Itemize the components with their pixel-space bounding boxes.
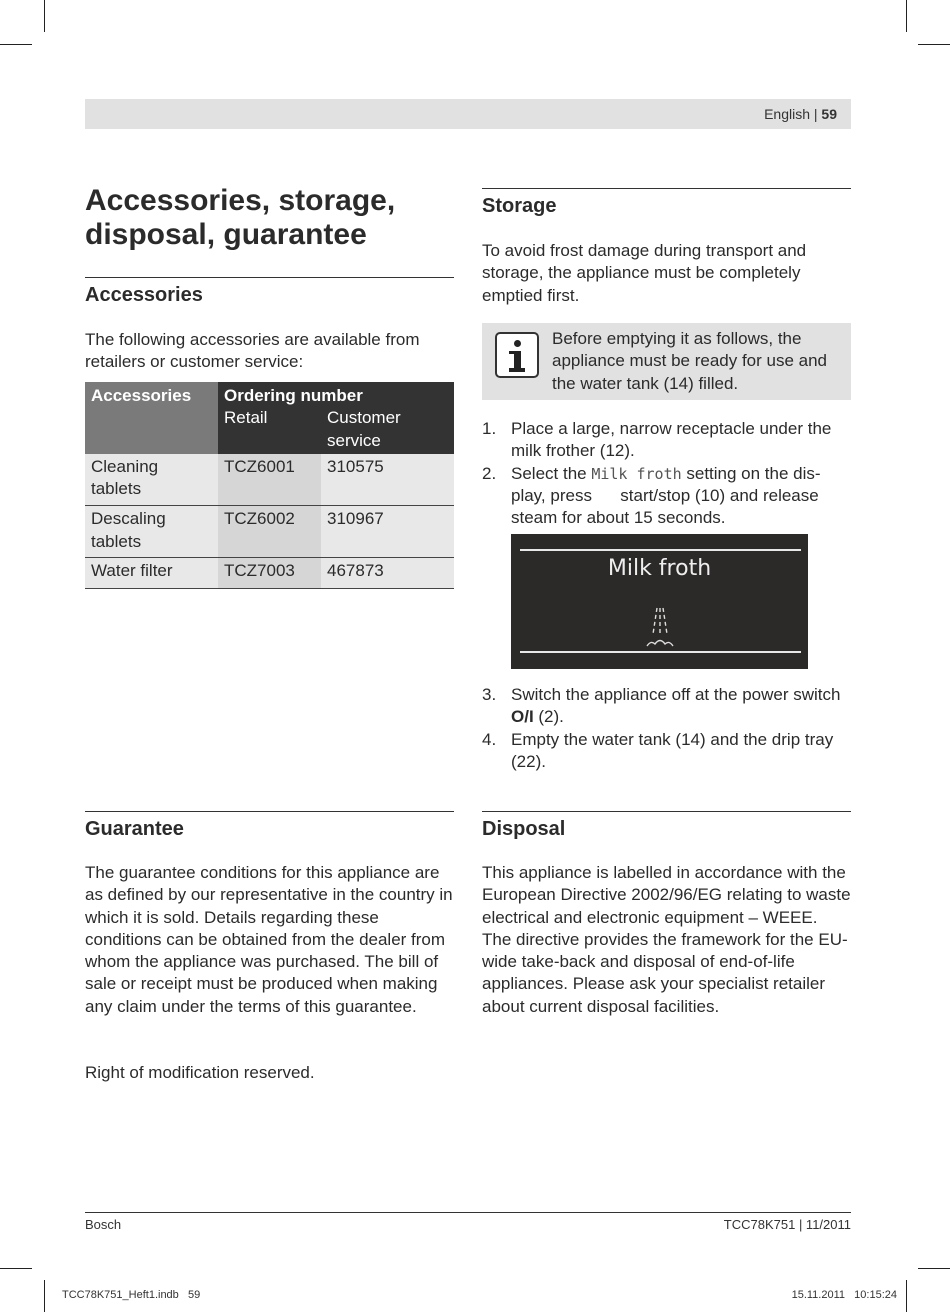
- appliance-display: [511, 534, 808, 669]
- header-separator: |: [813, 106, 818, 122]
- step-number: 2.: [482, 463, 497, 483]
- cell-name: Descaling tablets: [85, 506, 218, 558]
- footer-rule: [85, 1212, 851, 1213]
- list-item: [482, 463, 851, 530]
- crop-mark: [44, 0, 45, 32]
- step-number: 4.: [482, 729, 497, 749]
- step-text: Switch the appliance off at the power switch: [511, 685, 841, 704]
- accessories-heading: Accessories: [85, 284, 203, 306]
- cell-retail: TCZ6002: [218, 506, 321, 558]
- steam-icon: [645, 604, 675, 650]
- page-title: Accessories, storage, disposal, guarantee: [85, 184, 396, 251]
- page-header: [85, 99, 851, 129]
- crop-mark: [918, 1268, 950, 1269]
- storage-steps: [482, 418, 851, 529]
- storage-heading: Storage: [482, 195, 557, 217]
- table-row: [85, 558, 454, 589]
- cell-name: Cleaning tablets: [85, 454, 218, 506]
- cell-service: 467873: [321, 558, 454, 589]
- display-setting-name: Milk froth: [591, 464, 682, 483]
- storage-steps-continued: [482, 684, 851, 773]
- section-rule: [85, 277, 454, 278]
- display-text: Milk froth: [607, 556, 712, 581]
- footer-model: TCC78K751 | 11/2011: [723, 1217, 851, 1232]
- list-item: [482, 729, 851, 774]
- step-number: 3.: [482, 685, 497, 704]
- cell-service: 310575: [321, 454, 454, 506]
- cell-retail: TCZ6001: [218, 454, 321, 506]
- crop-mark: [906, 0, 907, 32]
- guarantee-text: The guarantee conditions for this appliance are as defined by our representative in the country in which it is sold. Details regarding these conditions can be obtained from the dealer from whom the appliance was purchased. The bill of sale or receipt must be produced when making any claim under the terms of this guarantee.: [85, 863, 453, 1016]
- section-rule: [85, 811, 454, 812]
- step-text: (2).: [533, 707, 564, 727]
- accessories-intro: The following accessories are available from retailers or customer service:: [85, 330, 420, 372]
- section-rule: [482, 811, 851, 812]
- storage-intro: To avoid frost damage during transport and storage, the appliance must be completely emptied first.: [482, 241, 807, 305]
- modification-note: Right of modification reserved.: [85, 1063, 315, 1082]
- crop-mark: [0, 1268, 32, 1269]
- list-item: [482, 418, 851, 463]
- disposal-heading: Disposal: [482, 818, 566, 840]
- table-header-ordering: Ordering number: [218, 382, 454, 407]
- table-row: [85, 506, 454, 558]
- page-number: 59: [821, 106, 837, 122]
- header-text: [764, 106, 837, 122]
- crop-mark: [0, 44, 32, 45]
- table-row: [85, 454, 454, 506]
- table-header-retail: Retail: [218, 407, 321, 454]
- cell-retail: TCZ7003: [218, 558, 321, 589]
- crop-mark: [918, 44, 950, 45]
- step-number: 1.: [482, 419, 497, 438]
- crop-mark: [44, 1280, 45, 1312]
- accessories-table: [85, 382, 454, 589]
- list-item: [482, 684, 851, 729]
- print-slug-timestamp: 15.11.2011 10:15:24: [791, 1289, 897, 1301]
- table-header-service: Customer service: [321, 407, 454, 454]
- switch-label: O/I: [511, 707, 534, 727]
- step-text: setting on the dis-play, press start/stop (10) and release steam for about 15 seconds.: [511, 463, 824, 528]
- info-note: [482, 323, 851, 400]
- print-slug-file: TCC78K751_Heft1.indb 59: [62, 1289, 201, 1301]
- info-icon: [495, 332, 539, 378]
- disposal-text: This appliance is labelled in accordance with the European Directive 2002/96/EG relating to waste electrical and electronic equipment – WEEE. The directive provides the framework for the EU-wide take-back and disposal of end-of-life appliances. Please ask your specialist retailer about current disposal facilities.: [482, 863, 851, 1016]
- cell-name: Water filter: [85, 558, 218, 589]
- footer-brand: Bosch: [85, 1217, 122, 1232]
- section-rule: [482, 188, 851, 189]
- table-header-accessories: Accessories: [85, 382, 218, 454]
- header-language: English: [764, 106, 810, 122]
- cell-service: 310967: [321, 506, 454, 558]
- step-text: Select the: [511, 463, 592, 483]
- step-text: Place a large, narrow receptacle under the milk frother (12).: [511, 419, 832, 461]
- step-text: Empty the water tank (14) and the drip tray (22).: [511, 729, 834, 771]
- guarantee-heading: Guarantee: [85, 818, 184, 840]
- crop-mark: [906, 1280, 907, 1312]
- info-note-text: Before emptying it as follows, the appliance must be ready for use and the water tank (14) filled.: [552, 329, 828, 393]
